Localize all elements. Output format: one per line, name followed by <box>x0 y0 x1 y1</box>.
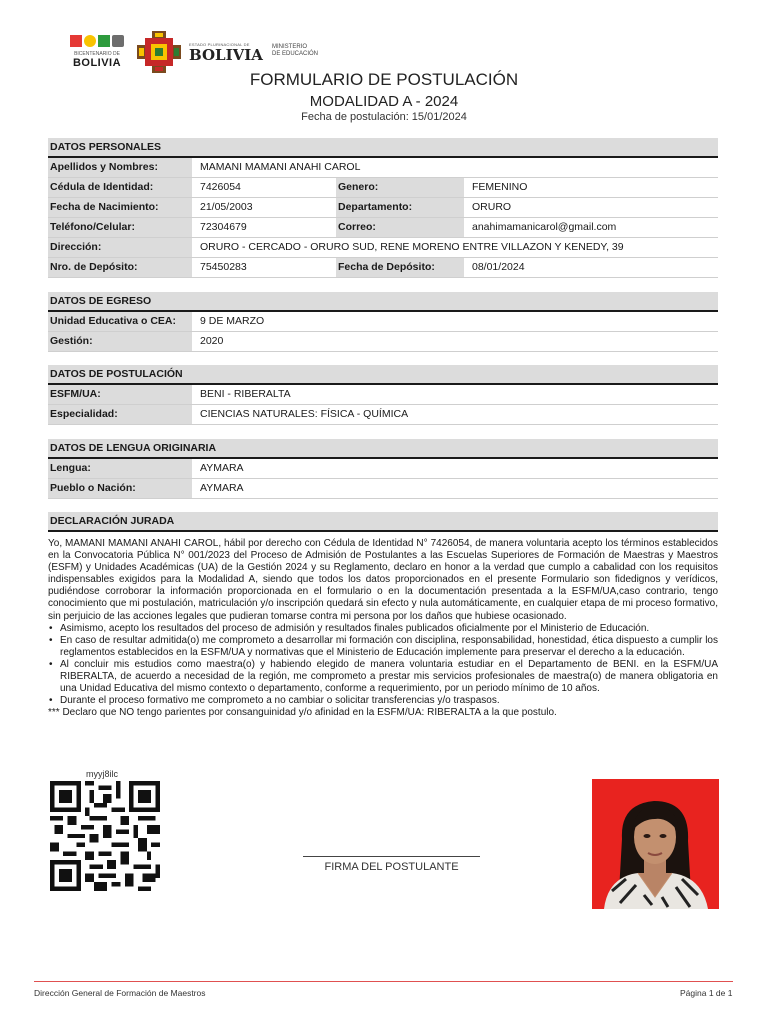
section-heading: DATOS DE EGRESO <box>48 292 718 312</box>
table-row <box>48 332 718 352</box>
bicentenario-caption: BICENTENARIO DE <box>74 51 120 57</box>
application-date: Fecha de postulación: 15/01/2024 <box>301 111 467 123</box>
state-caption: ESTADO PLURINACIONAL DE <box>189 42 250 47</box>
form-title: FORMULARIO DE POSTULACIÓN <box>249 70 519 89</box>
field-label: Teléfono/Celular: <box>48 218 192 237</box>
declaration-body <box>48 538 718 719</box>
section-heading: DATOS PERSONALES <box>48 138 718 158</box>
field-value: CIENCIAS NATURALES: FÍSICA - QUÍMICA <box>200 408 409 420</box>
qr-code-label: myyj8ilc <box>85 769 118 779</box>
table-row <box>48 479 718 499</box>
field-value: anahimamanicarol@gmail.com <box>472 221 617 233</box>
declaration-closing: *** Declaro que NO tengo parientes por consanguinidad y/o afinidad en la ESFM/UA: RIBERALTA a la que postulo. <box>48 707 557 719</box>
field-label: Nro. de Depósito: <box>48 258 192 277</box>
list-item: • Al concluir mis estudios como maestra(o) y habiendo elegido de manera voluntaria estudiar en el Departamento de BENI. en la ESFM/UA RIBERALTA, de acuerdo a necesidad de la región, me comprometo a prestar mis servicios profesionales de maestra(o) de manera obligatoria en una Unidad Educativa del mismo contexto o departamento, conforme a requerimiento, por un periodo mínimo de 10 años. <box>60 659 718 695</box>
field-label: Cédula de Identidad: <box>48 178 192 197</box>
footer-institution: Dirección General de Formación de Maestros <box>34 988 206 998</box>
application-data-section <box>48 365 718 425</box>
list-item: • En caso de resultar admitida(o) me comprometo a desarrollar mi formación con disciplina, responsabilidad, honestidad, ética dispuesto a cumplir los reglamentos establecidos en la ESFM/UA y normativas que el Ministerio de Educación implemente para preservar el derecho a la educación. <box>60 635 718 659</box>
footer-page-number: Página 1 de 1 <box>680 988 733 998</box>
field-value: 2020 <box>200 335 224 347</box>
table-row <box>48 218 718 238</box>
form-subtitle: MODALIDAD A - 2024 <box>309 93 459 110</box>
table-row <box>48 238 718 258</box>
table-row <box>48 198 718 218</box>
field-value: MAMANI MAMANI ANAHI CAROL <box>200 161 361 173</box>
applicant-photo <box>592 779 719 909</box>
state-name: BOLIVIA <box>189 46 263 64</box>
signature-line <box>303 856 480 857</box>
table-row <box>48 312 718 332</box>
field-value: 21/05/2003 <box>200 201 253 213</box>
table-row <box>48 385 718 405</box>
personal-data-section <box>48 138 718 278</box>
ministry-logo <box>272 44 318 58</box>
ministry-line1: MINISTERIO <box>272 44 308 50</box>
sworn-declaration-section <box>48 512 718 532</box>
field-value: 9 DE MARZO <box>200 315 265 327</box>
ministry-line2: DE EDUCACIÓN <box>272 51 319 57</box>
section-heading: DATOS DE LENGUA ORIGINARIA <box>48 439 718 459</box>
list-item: • Asimismo, acepto los resultados del proceso de admisión y resultados finales publicados oficialmente por el Ministerio de Educación. <box>60 623 718 635</box>
field-value: 7426054 <box>200 181 241 193</box>
field-value: ORURO <box>472 201 512 213</box>
declaration-list <box>48 623 718 708</box>
field-value: AYMARA <box>200 482 244 494</box>
section-heading: DECLARACIÓN JURADA <box>48 512 718 532</box>
graduation-data-section <box>48 292 718 352</box>
table-row <box>48 459 718 479</box>
bicentenario-name: BOLIVIA <box>72 57 122 69</box>
table-row <box>48 178 718 198</box>
field-label: Especialidad: <box>48 405 192 424</box>
field-label: Gestión: <box>48 332 192 351</box>
language-data-section <box>48 439 718 499</box>
field-value: 08/01/2024 <box>472 261 525 273</box>
field-value: AYMARA <box>200 462 244 474</box>
field-label: ESFM/UA: <box>48 385 192 404</box>
field-label: Pueblo o Nación: <box>48 479 192 498</box>
section-heading: DATOS DE POSTULACIÓN <box>48 365 718 385</box>
field-label: Apellidos y Nombres: <box>48 158 192 177</box>
field-label: Departamento: <box>336 198 464 217</box>
field-value: FEMENINO <box>472 181 528 193</box>
field-label: Lengua: <box>48 459 192 478</box>
table-row <box>48 405 718 425</box>
field-label: Correo: <box>336 218 464 237</box>
table-row <box>48 158 718 178</box>
field-value: 75450283 <box>200 261 247 273</box>
field-label: Fecha de Nacimiento: <box>48 198 192 217</box>
field-value: 72304679 <box>200 221 247 233</box>
declaration-intro: Yo, MAMANI MAMANI ANAHI CAROL, hábil por derecho con Cédula de Identidad N° 7426054, de manera voluntaria acepto los términos establecidos en la Convocatoria Pública N° 001/2023 del Proceso de Admisión de Postulantes a las Escuelas Superiores de Formación de Maestras y Maestros (ESFM) y Unidades Académicas (UA) de la Gestión 2024 y su Reglamento, declaro en honor a la verdad que cumplo a cabalidad con los requisitos indispensables exigidos para la Modalidad A, siendo que todos los datos proporcionados en el presente Formulario son fidedignos y verídicos, pudiéndose corroborar la información proporcionada en el formulario o en la documentación presentada a la ESFM/UA,caso contrario, tengo conocimiento que mi postulación, matriculación y/o inscripción quedará sin efecto y nula automáticamente, en cualquier etapa de mi proceso formativo, sin perjuicio de las acciones legales que pudieran tomarse contra mi persona por los daños que hubiese ocasionado. <box>48 538 718 622</box>
list-item: • Durante el proceso formativo me comprometo a no cambiar o solicitar transferencias y/o traspasos. <box>60 695 718 707</box>
field-label: Genero: <box>336 178 464 197</box>
table-row <box>48 258 718 278</box>
footer-rule <box>34 981 733 982</box>
field-label: Unidad Educativa o CEA: <box>48 312 192 331</box>
field-label: Dirección: <box>48 238 192 257</box>
estado-plurinacional-logo <box>189 42 269 64</box>
field-value: ORURO - CERCADO - ORURO SUD, RENE MORENO ENTRE VILLAZON Y KENEDY, 39 <box>200 241 624 253</box>
field-value: BENI - RIBERALTA <box>200 388 291 400</box>
qr-code-icon <box>50 780 160 892</box>
bicentenario-logo <box>66 33 128 71</box>
signature-label: FIRMA DEL POSTULANTE <box>324 861 459 873</box>
chakana-emblem-icon <box>137 31 181 73</box>
field-label: Fecha de Depósito: <box>336 258 464 277</box>
